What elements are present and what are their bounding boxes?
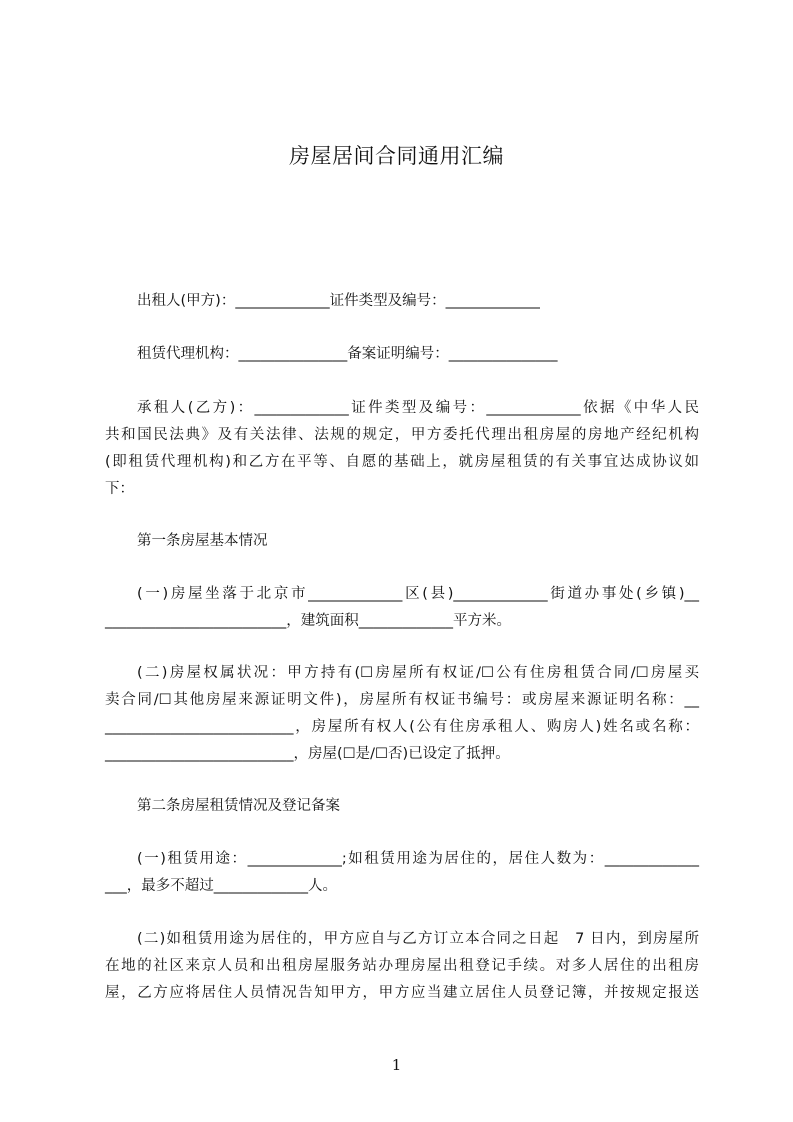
paragraph-line: 下： — [105, 481, 134, 497]
paragraph-line: 屋，乙方应将居住人员情况告知甲方，甲方应当建立居住人员登记簿，并按规定报送 — [105, 985, 699, 1001]
paragraph-line: (二)房屋权属状况：甲方持有(☐房屋所有权证/☐公有住房租赁合同/☐房屋买 — [137, 665, 699, 681]
page-number: 1 — [391, 1056, 402, 1074]
paragraph-line: __________________________，房屋(☐是/☐否)已设定了抵押。 — [105, 746, 510, 762]
paragraph-line: ___，最多不超过_____________人。 — [105, 878, 337, 894]
paragraph-line: _________________________，建筑面积_____________平方米。 — [105, 613, 511, 629]
paragraph-line: (一)房屋坐落于北京市_____________区(县)_____________街道办事处(乡镇)__ — [137, 586, 699, 602]
paragraph-line: (即租赁代理机构)和乙方在平等、自愿的基础上，就房屋租赁的有关事宜达成协议如 — [105, 454, 699, 470]
section-heading: 第二条房屋租赁情况及登记备案 — [137, 798, 340, 814]
paragraph-line: (一)租赁用途：_____________;如租赁用途为居住的，居住人数为：_____________ — [137, 851, 699, 867]
lessor-line: 出租人(甲方)：_____________证件类型及编号：_____________ — [137, 293, 540, 309]
agency-line: 租赁代理机构：_______________备案证明编号：_______________ — [137, 346, 558, 362]
paragraph-line: 在地的社区来京人员和出租房屋服务站办理房屋出租登记手续。对多人居住的出租房 — [105, 958, 699, 974]
paragraph-line: (二)如租赁用途为居住的，甲方应自与乙方订立本合同之日起 7 日内，到房屋所 — [137, 931, 699, 947]
paragraph-line: 卖合同/☐其他房屋来源证明文件)，房屋所有权证书编号：或房屋来源证明名称：__ — [105, 692, 699, 708]
section-heading: 第一条房屋基本情况 — [137, 533, 268, 549]
lessee-line: 承租人(乙方)：_____________证件类型及编号：_____________依据《中华人民 — [137, 400, 699, 416]
paragraph-line: __________________________，房屋所有权人(公有住房承租人、购房人)姓名或名称： — [105, 719, 699, 735]
document-title: 房屋居间合同通用汇编 — [289, 144, 504, 168]
paragraph-line: 共和国民法典》及有关法律、法规的规定，甲方委托代理出租房屋的房地产经纪机构 — [105, 427, 699, 443]
